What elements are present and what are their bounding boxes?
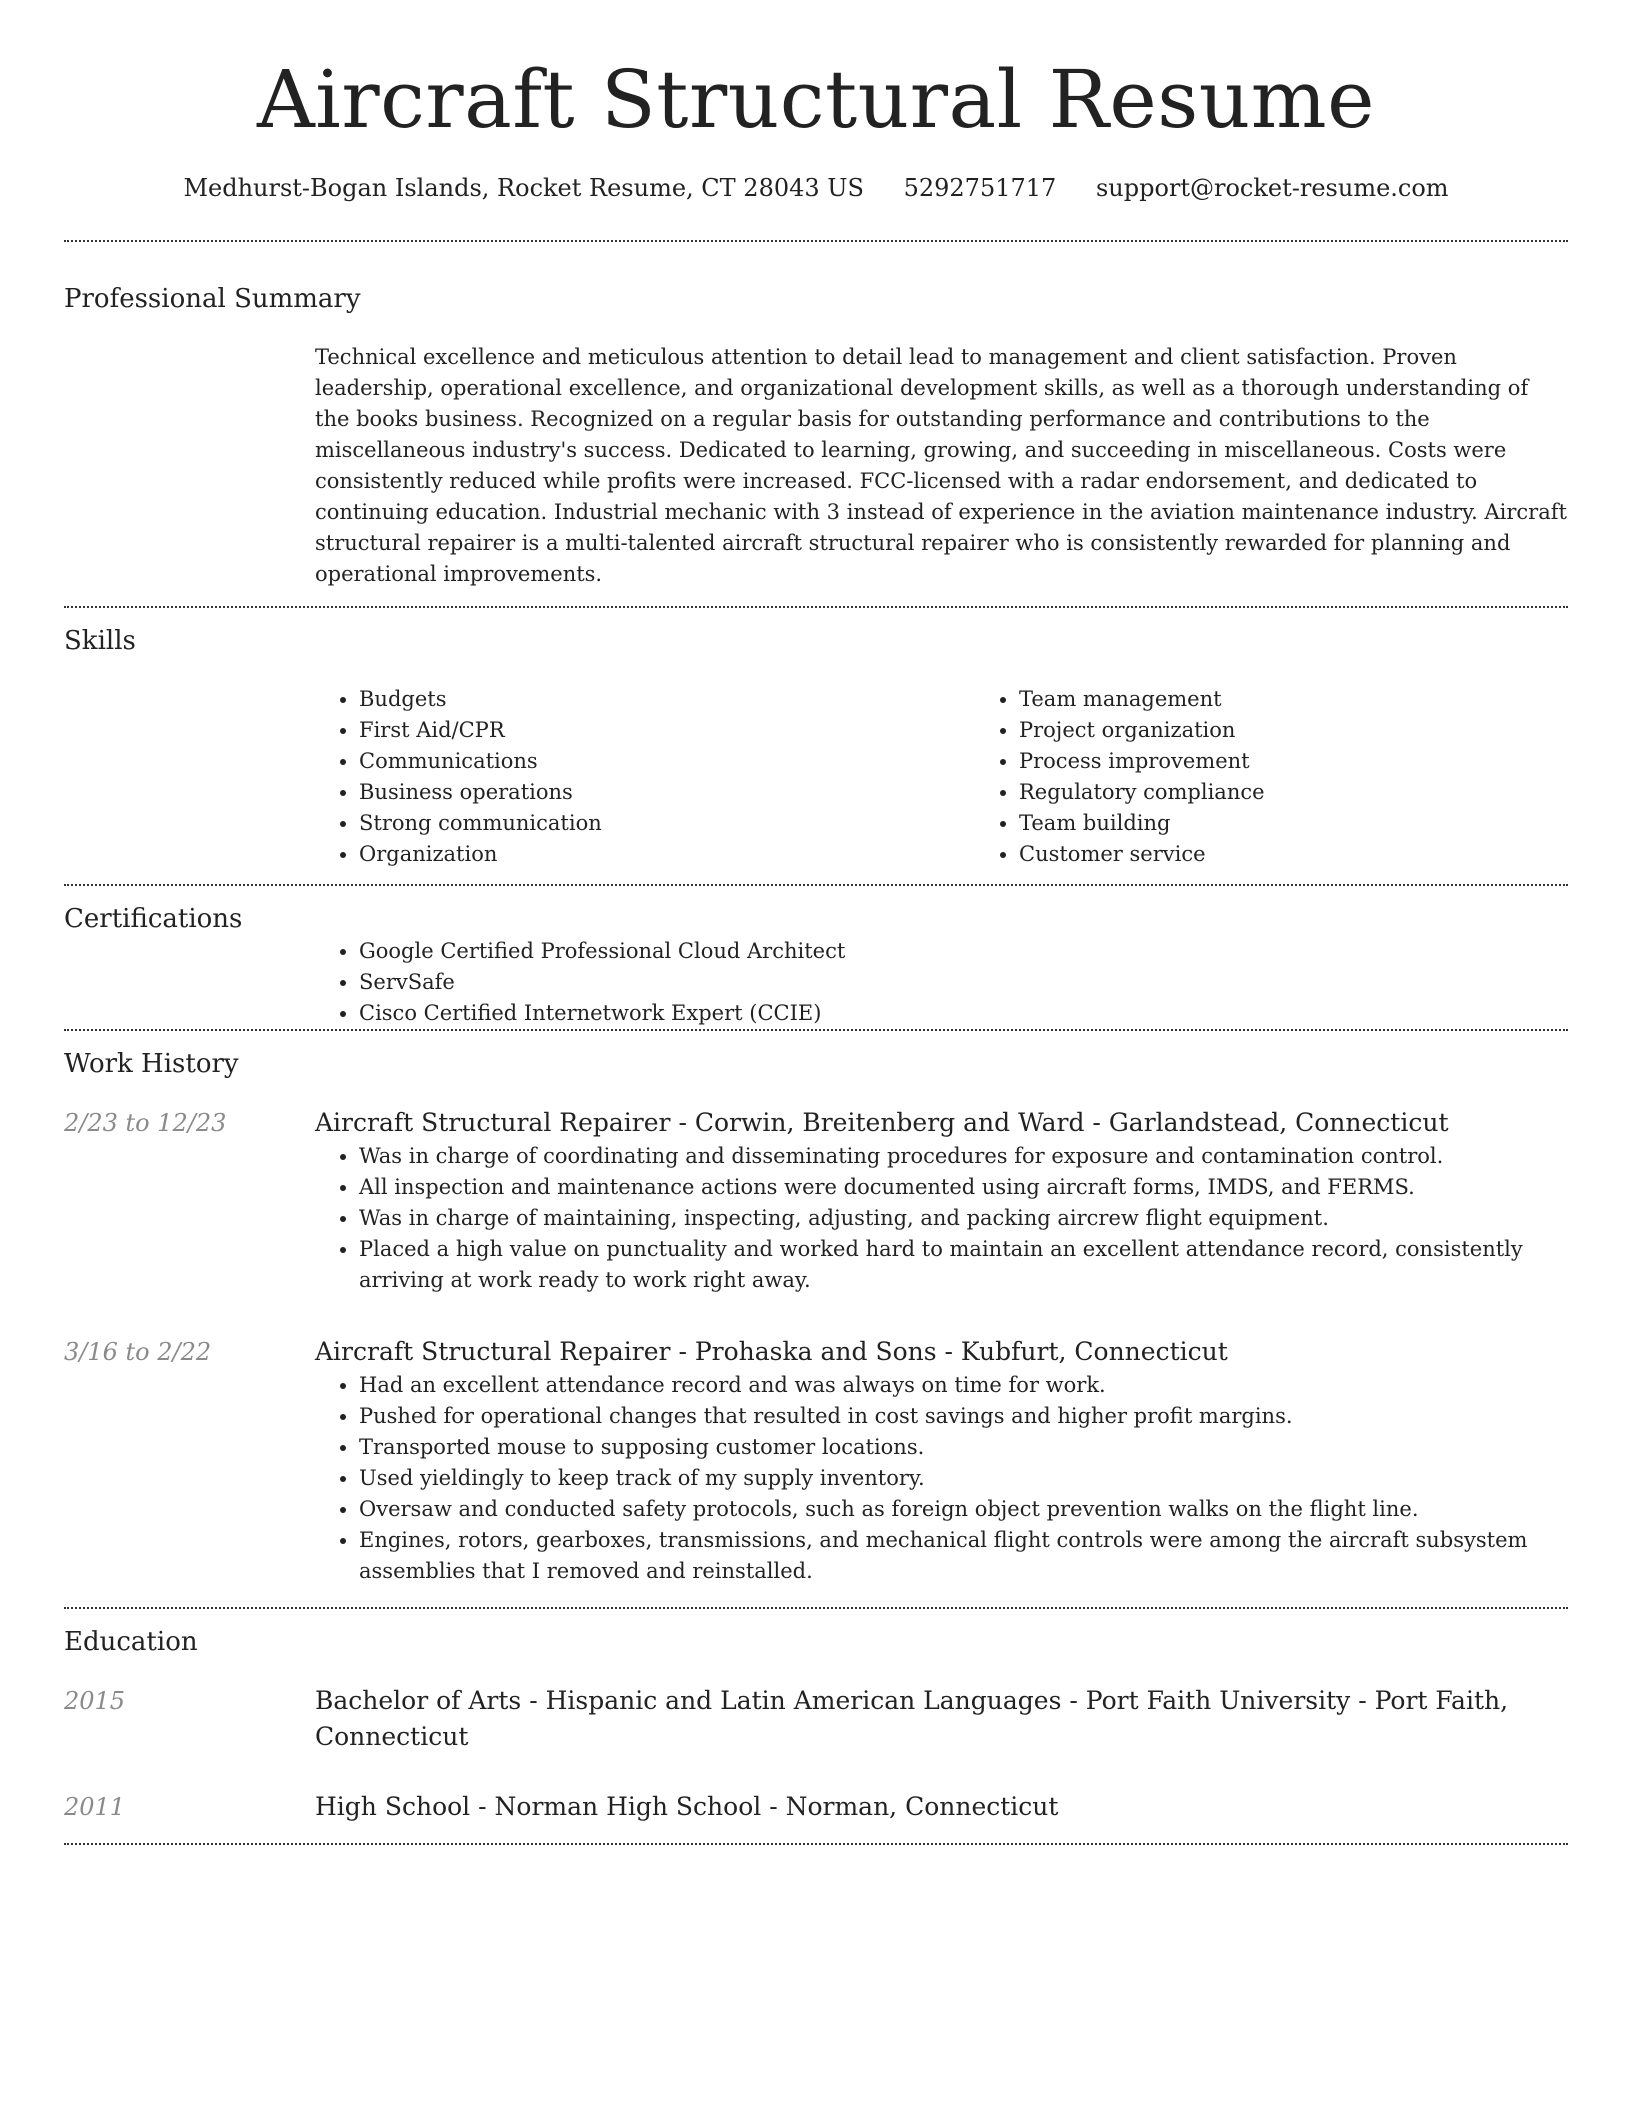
spacer: [64, 1825, 1568, 1843]
education-title-line: [315, 1789, 1568, 1825]
skill-item: • Team building: [1019, 808, 1632, 839]
job-details: [315, 1105, 1568, 1296]
skill-item: • Team management: [1019, 684, 1632, 715]
skill-item: • Process improvement: [1019, 746, 1632, 777]
contact-phone: 5292751717: [903, 174, 1057, 202]
section-certifications: [64, 886, 1568, 1029]
section-education: [64, 1609, 1568, 1843]
job-location: Garlandstead, Connecticut: [1108, 1108, 1449, 1137]
job-bullet: • Engines, rotors, gearboxes, transmissions, and mechanical flight controls were among the aircraft subsystem assemblies that I removed and reinstalled.: [359, 1525, 1568, 1587]
job-details: [315, 1334, 1568, 1587]
section-work-history: [64, 1031, 1568, 1607]
education-degree: High School: [315, 1792, 471, 1821]
job-company: Prohaska and Sons: [694, 1337, 937, 1366]
contact-address: Medhurst-Bogan Islands, Rocket Resume, CT 28043 US: [183, 174, 864, 202]
spacer: [64, 1587, 1568, 1607]
skills-grid: [315, 684, 1568, 870]
separator: -: [670, 1337, 695, 1366]
section-title-summary: Professional Summary: [64, 284, 361, 314]
separator: -: [470, 1792, 495, 1821]
job-bullet: • Had an excellent attendance record and was always on time for work.: [359, 1370, 1568, 1401]
job-title-line: [315, 1105, 1568, 1141]
education-degree: Bachelor of Arts - Hispanic and Latin American Languages: [315, 1686, 1062, 1715]
skill-item: • Strong communication: [359, 808, 975, 839]
separator: -: [670, 1108, 695, 1137]
education-year: 2015: [64, 1687, 126, 1715]
job-bullet: • All inspection and maintenance actions were documented using aircraft forms, IMDS, and FERMS.: [359, 1172, 1568, 1203]
section-title-certifications: Certifications: [64, 904, 243, 934]
job-dates: 3/16 to 2/22: [64, 1338, 212, 1366]
job-role: Aircraft Structural Repairer: [315, 1337, 671, 1366]
education-institution: Norman High School - Norman, Connecticut: [494, 1792, 1059, 1821]
education-entry: [64, 1683, 1568, 1755]
job-bullets: [315, 1141, 1568, 1296]
job-bullet: • Was in charge of coordinating and disseminating procedures for exposure and contamination control.: [359, 1141, 1568, 1172]
job-bullet: • Oversaw and conducted safety protocols, such as foreign object prevention walks on the flight line.: [359, 1494, 1568, 1525]
divider: [64, 1843, 1568, 1845]
skill-item: • Organization: [359, 839, 975, 870]
skills-body: [315, 684, 1568, 870]
education-details: [315, 1789, 1568, 1825]
job-title-line: [315, 1334, 1568, 1370]
certification-item: • ServSafe: [359, 967, 1568, 998]
section-summary: [64, 242, 1568, 590]
contact-line: [64, 170, 1568, 206]
certification-item: • Google Certified Professional Cloud Architect: [359, 936, 1568, 967]
education-details: [315, 1683, 1568, 1755]
job-role: Aircraft Structural Repairer: [315, 1108, 671, 1137]
job-bullet: • Used yieldingly to keep track of my supply inventory.: [359, 1463, 1568, 1494]
separator: -: [936, 1337, 961, 1366]
summary-body: [315, 342, 1568, 590]
resume-header: [64, 48, 1568, 206]
skill-item: • Communications: [359, 746, 975, 777]
summary-text: Technical excellence and meticulous attention to detail lead to management and client satisfaction. Proven leadership, operational excellence, and organizational development skills, as well as a thorough understanding of the books business. Recognized on a regular basis for outstanding performance and contributions to the miscellaneous industry's success. Dedicated to learning, growing, and succeeding in miscellaneous. Costs were consistently reduced while profits were increased. FCC-licensed with a radar endorsement, and dedicated to continuing education. Industrial mechanic with 3 instead of experience in the aviation maintenance industry. Aircraft structural repairer is a multi-talented aircraft structural repairer who is consistently rewarded for planning and operational improvements.: [315, 345, 1567, 586]
job-bullet: • Pushed for operational changes that resulted in cost savings and higher profit margins.: [359, 1401, 1568, 1432]
job-bullets: [315, 1370, 1568, 1587]
skill-item: • Regulatory compliance: [1019, 777, 1632, 808]
education-list: [64, 1683, 1568, 1825]
job-bullet: • Was in charge of maintaining, inspecting, adjusting, and packing aircrew flight equipment.: [359, 1203, 1568, 1234]
section-skills: [64, 608, 1568, 870]
job-company: Corwin, Breitenberg and Ward: [694, 1108, 1085, 1137]
skill-item: • Customer service: [1019, 839, 1632, 870]
resume-title: Aircraft Structural Resume: [256, 53, 1376, 146]
certifications-body: [315, 936, 1568, 1029]
section-title-work: Work History: [64, 1049, 239, 1079]
skill-item: • Project organization: [1019, 715, 1632, 746]
certifications-list: [315, 936, 1568, 1029]
job-location: Kubfurt, Connecticut: [960, 1337, 1228, 1366]
skill-item: • Budgets: [359, 684, 975, 715]
job-entry: [64, 1105, 1568, 1296]
education-year: 2011: [64, 1793, 126, 1821]
section-title-education: Education: [64, 1627, 198, 1657]
job-bullet: • Transported mouse to supposing customer locations.: [359, 1432, 1568, 1463]
contact-email: support@rocket-resume.com: [1095, 174, 1449, 202]
skill-item: • Business operations: [359, 777, 975, 808]
skill-item: • First Aid/CPR: [359, 715, 975, 746]
separator: -: [1061, 1686, 1086, 1715]
education-entry: [64, 1789, 1568, 1825]
job-list: [64, 1105, 1568, 1587]
skills-list-right: [975, 684, 1632, 870]
education-institution: Port Faith University - Port Faith, Connecticut: [315, 1686, 1509, 1751]
separator: -: [1084, 1108, 1109, 1137]
job-bullet: • Placed a high value on punctuality and worked hard to maintain an excellent attendance record, consistently arriving at work ready to work right away.: [359, 1234, 1568, 1296]
job-dates: 2/23 to 12/23: [64, 1109, 227, 1137]
education-title-line: [315, 1683, 1568, 1755]
skills-list-left: [315, 684, 975, 870]
job-entry: [64, 1334, 1568, 1587]
certification-item: • Cisco Certified Internetwork Expert (CCIE): [359, 998, 1568, 1029]
section-title-skills: Skills: [64, 626, 136, 656]
